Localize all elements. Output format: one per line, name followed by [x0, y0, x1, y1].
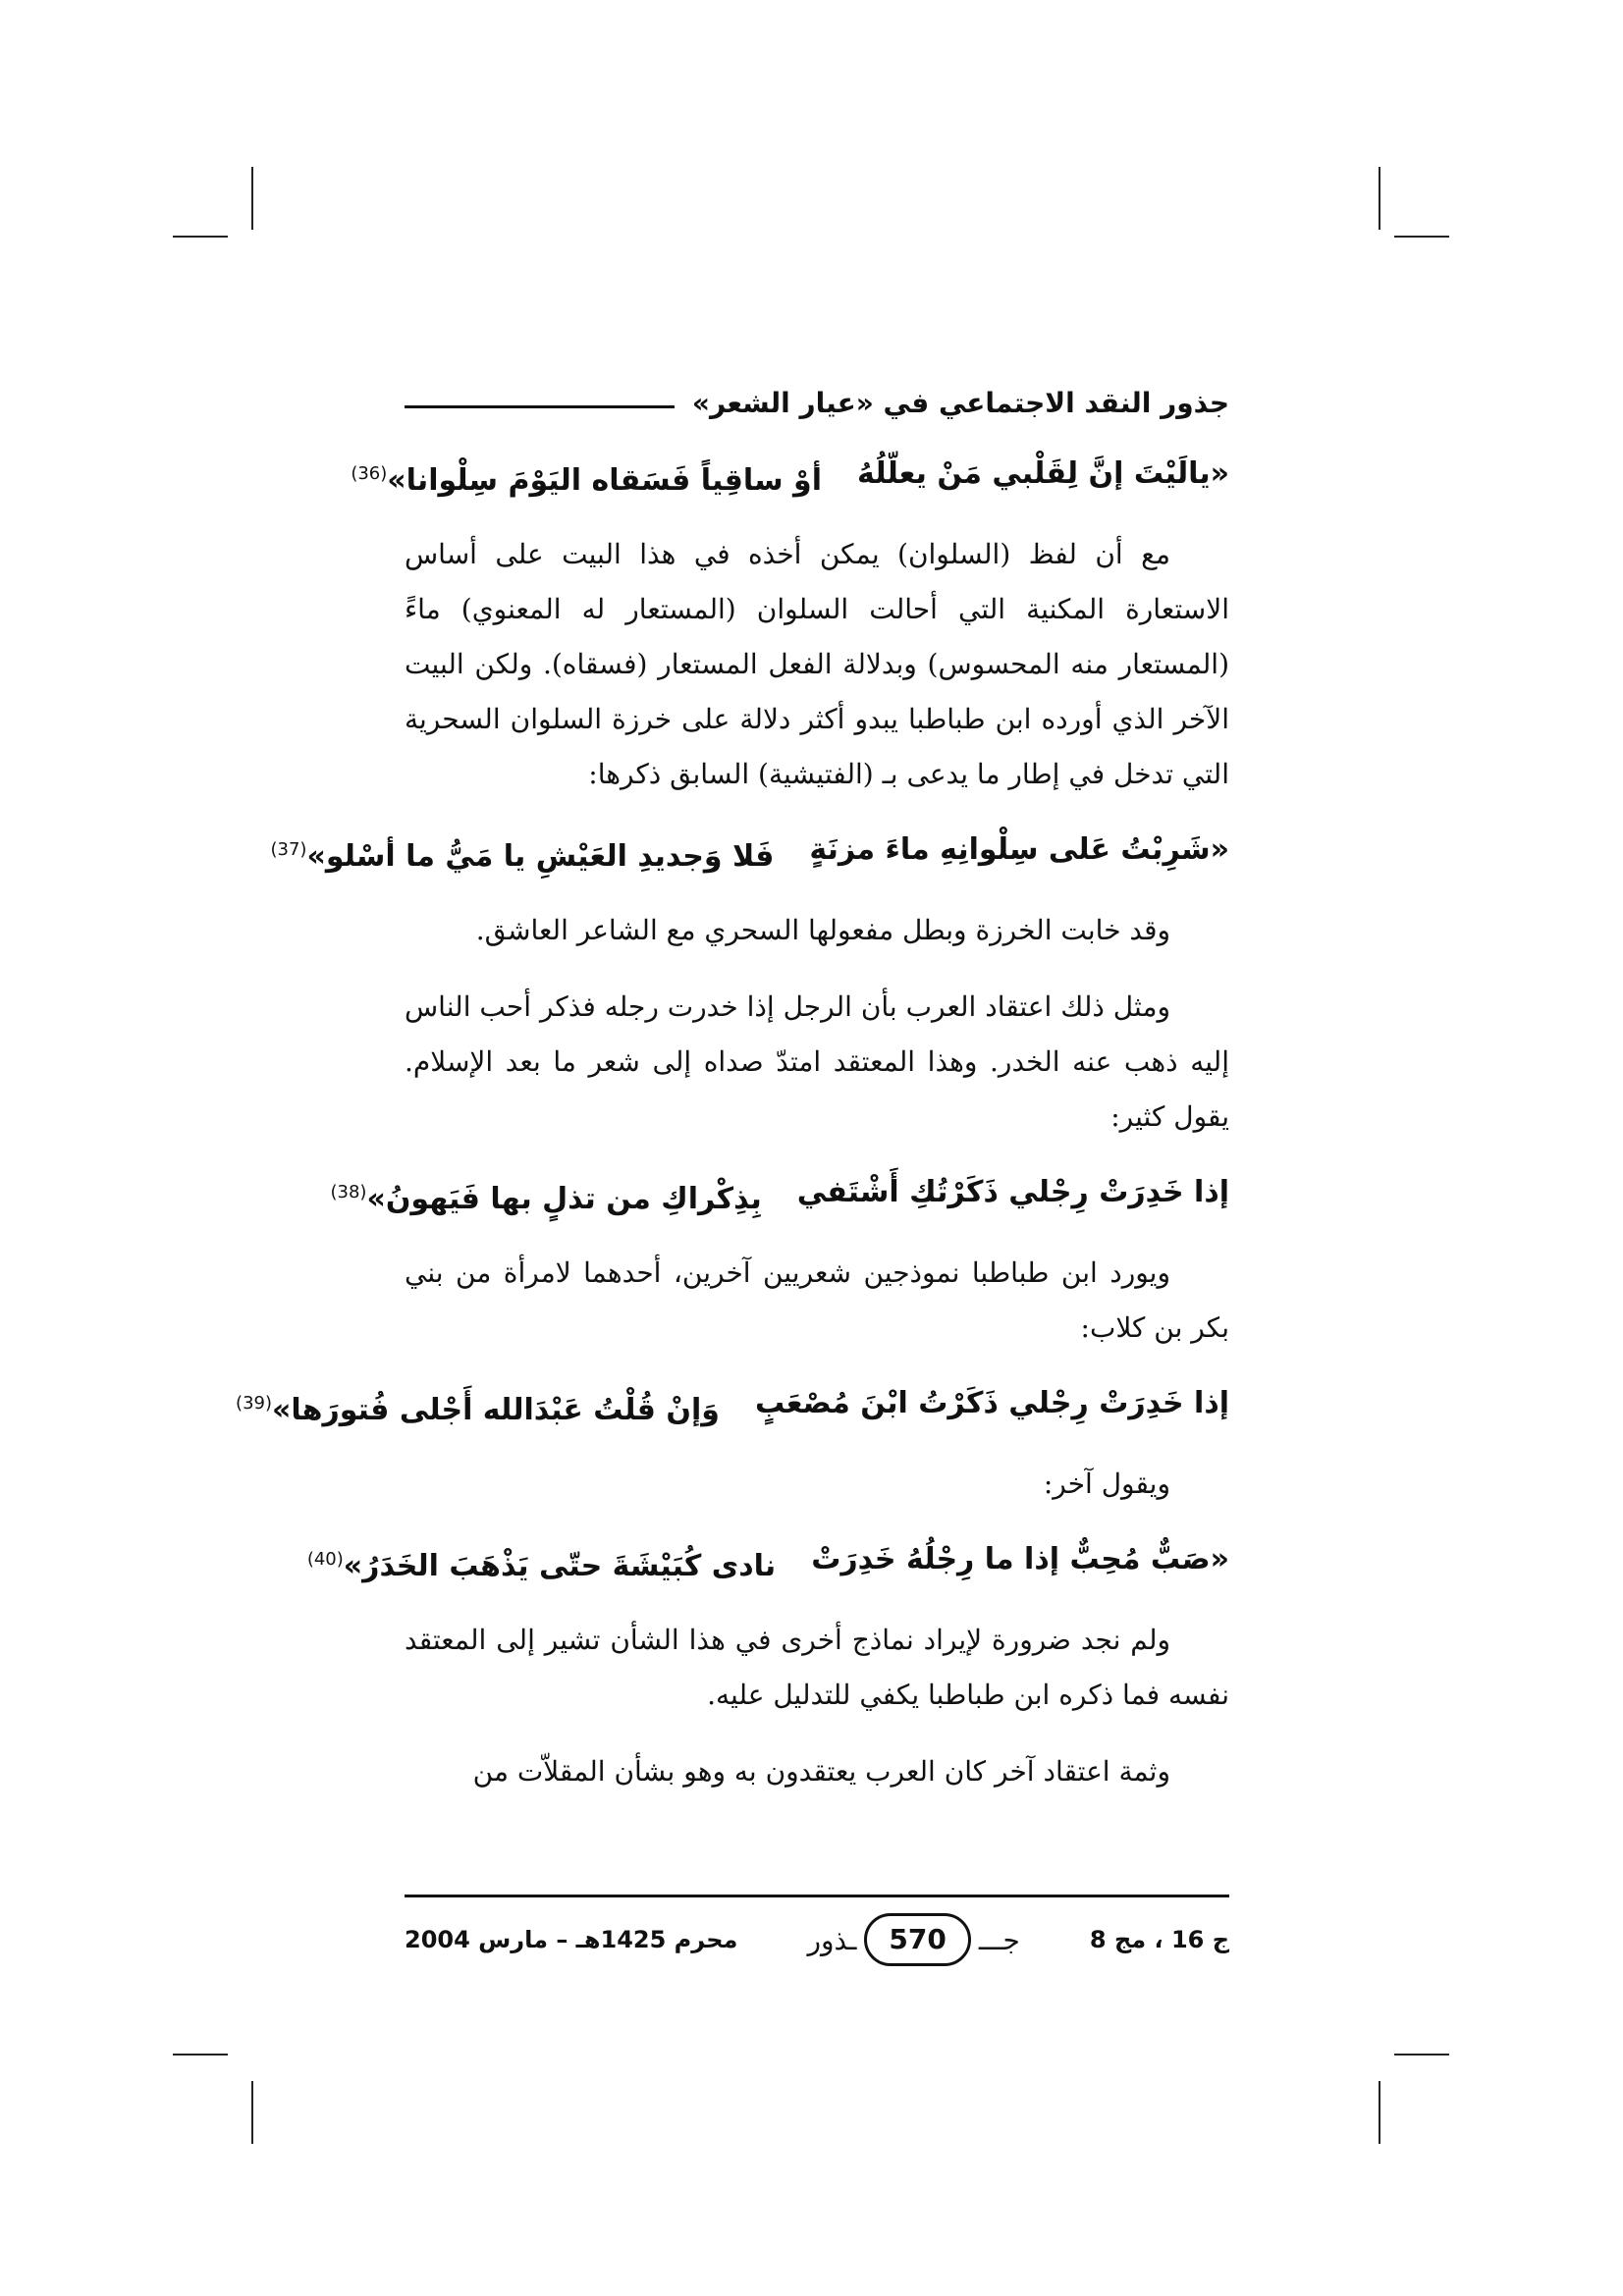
document-page: [236, 373, 1229, 2002]
crop-mark: [173, 2054, 228, 2056]
journal-logo: [807, 1913, 1019, 1966]
verse-second-hemistich: وَإنْ قُلْتُ عَبْدَالله أَجْلى فُتورَها»: [272, 1393, 720, 1427]
crop-mark: [1379, 2081, 1380, 2144]
paragraph: مع أن لفظ (السلوان) يمكن أخذه في هذا البيت على أساس الاستعارة المكنية التي أحالت السلوان (المستعار له المعنوي) ماءً (المستعار منه المحسوس) وبدلالة الفعل المستعار (فسقاه). ولكن البيت الآخر الذي أورده ابن طباطبا يبدو أكثر دلالة على خرزة السلوان السحرية التي تدخل في إطار ما يدعى بـ (الفتيشية) السابق ذكرها:: [405, 538, 1229, 790]
verse-second-hemistich: أوْ ساقِياً فَسَقاه اليَوْمَ سِلْوانا»: [387, 463, 822, 498]
footer-row: [405, 1913, 1229, 1966]
verse-first-hemistich: إذا خَدِرَتْ رِجْلي ذَكَرْتُكِ أَشْتَفي: [796, 1175, 1229, 1209]
journal-name-left: جـــ: [978, 1923, 1020, 1956]
verse-second-hemistich: بِذِكْراكِ من تذلٍ بها فَيَهونُ»: [366, 1182, 762, 1216]
running-header: [405, 373, 1229, 432]
page-number: 570: [864, 1913, 970, 1966]
paragraph: وقد خابت الخرزة وبطل مفعولها السحري مع الشاعر العاشق.: [475, 914, 1170, 946]
crop-mark: [251, 2081, 253, 2144]
footnote-ref[interactable]: (38): [330, 1182, 367, 1202]
footnote-ref[interactable]: (39): [236, 1393, 272, 1414]
paragraph: ويقول آخر:: [1043, 1468, 1170, 1500]
crop-mark: [1394, 236, 1449, 238]
issue-date: محرم 1425هـ – مارس 2004: [405, 1926, 738, 1953]
header-rule: [405, 405, 675, 408]
footer-rule: [405, 1895, 1229, 1897]
verse-first-hemistich: «صَبٌّ مُحِبٌّ إذا ما رِجْلُهُ خَدِرَتْ: [811, 1542, 1229, 1576]
footnote-ref[interactable]: (40): [306, 1549, 344, 1570]
poetry-verse: [330, 1166, 1229, 1226]
verse-first-hemistich: إذا خَدِرَتْ رِجْلي ذَكَرْتُ ابْنَ مُصْعَبٍ: [754, 1386, 1229, 1420]
verse-second-hemistich: نادى كُبَيْشَةَ حتّى يَذْهَبَ الخَدَرُ»: [343, 1549, 777, 1583]
paragraph: ولم نجد ضرورة لإيراد نماذج أخرى في هذا الشأن تشير إلى المعتقد نفسه فما ذكره ابن طباطبا يكفي للتدليل عليه.: [405, 1624, 1229, 1711]
paragraph: ومثل ذلك اعتقاد العرب بأن الرجل إذا خدرت رجله فذكر أحب الناس إليه ذهب عنه الخدر. وهذا المعتقد امتدّ صداه إلى شعر ما بعد الإسلام. يقول كثير:: [405, 990, 1229, 1133]
footnote-ref[interactable]: (37): [270, 839, 307, 860]
poetry-verse: [306, 1533, 1229, 1593]
verse-first-hemistich: «يالَيْتَ إنَّ لِقَلْبي مَنْ يعلّلُهُ: [857, 456, 1229, 491]
document-body: [236, 442, 1229, 1821]
crop-mark: [251, 167, 253, 230]
poetry-verse: [236, 1377, 1229, 1437]
crop-mark: [1379, 167, 1380, 230]
page-title: جذور النقد الاجتماعي في «عيار الشعر»: [691, 386, 1229, 419]
journal-name-right: ـذور: [807, 1923, 857, 1956]
verse-first-hemistich: «شَرِبْتُ عَلى سِلْوانِهِ ماءَ مزنَةٍ: [809, 832, 1229, 867]
crop-mark: [173, 236, 228, 238]
paragraph: ويورد ابن طباطبا نموذجين شعريين آخرين، أحدهما لامرأة من بني بكر بن كلاب:: [405, 1256, 1229, 1344]
verse-second-hemistich: فَلا وَجديدِ العَيْشِ يا مَيُّ ما أسْلو»: [306, 839, 775, 874]
crop-mark: [1394, 2054, 1449, 2056]
paragraph: وثمة اعتقاد آخر كان العرب يعتقدون به وهو بشأن المقلاّت من: [472, 1755, 1170, 1788]
footnote-ref[interactable]: (36): [351, 463, 388, 484]
page-footer: [405, 1895, 1229, 1966]
poetry-verse: [270, 824, 1229, 883]
issue-info: ج 16 ، مج 8: [1089, 1926, 1229, 1953]
poetry-verse: [351, 448, 1229, 507]
